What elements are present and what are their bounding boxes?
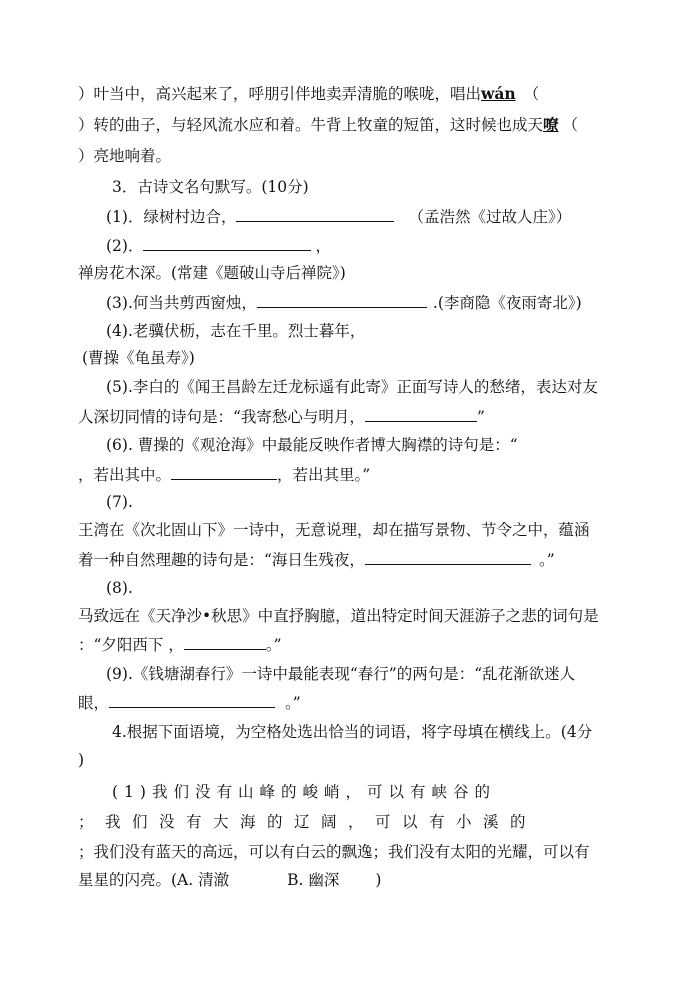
question-title: 4.根据下面语境，为空格处选出恰当的词语，将字母填在横线上。(4分 (112, 723, 593, 741)
q3-item-8 (106, 578, 133, 600)
item-text: 王湾在《次北固山下》一诗中，无意说理，却在描写景物、节令之中，蕴涵 (78, 521, 590, 539)
item-text: ：“夕阳西下 ， (78, 636, 184, 654)
item-text: (1)．绿树村边合， (106, 208, 237, 226)
q4-sentence-2 (78, 812, 537, 834)
passage-text: （ (562, 116, 579, 134)
q3-item-6-cont (78, 464, 370, 486)
q4-title-cont (78, 750, 84, 772)
passage-text: （ (523, 85, 540, 103)
sentence-text: (1)我们没有山峰的峻峭，可以有峡谷的 (112, 783, 496, 801)
q3-item-7 (106, 492, 133, 514)
q3-item-7-cont2 (78, 549, 555, 571)
option-a: 星星的闪亮。(A. 清澈 (78, 871, 230, 889)
item-text: 马致远在《天净沙•秋思》中直抒胸臆，道出特定时间天涯游子之悲的词句是 (78, 607, 599, 625)
item-text: (6). 曹操的《观沧海》中最能反映作者博大胸襟的诗句是：“ (106, 436, 518, 454)
q3-title (112, 177, 309, 199)
answer-blank[interactable] (257, 292, 427, 308)
sentence-text: ；我们没有大海的辽阔，可以有小溪的 (78, 813, 538, 831)
item-text: (5).李白的《闻王昌龄左迁龙标遥有此寄》正面写诗人的愁绪，表达对友 (106, 378, 598, 396)
item-text: 眼， (78, 694, 110, 712)
sentence-text: ；我们没有蓝天的高远，可以有白云的飘逸；我们没有太阳的光耀，可以有 (78, 843, 590, 861)
item-text: 。” (285, 694, 301, 712)
item-source: (曹操《龟虽寿》) (82, 349, 195, 367)
item-text: ， (315, 237, 331, 255)
item-text: (8). (106, 579, 133, 597)
item-text: 。” (538, 551, 555, 569)
passage-line-1 (78, 84, 539, 106)
question-title: ) (78, 751, 85, 769)
item-text: ，若出其里。” (277, 466, 371, 484)
q3-item-5-cont (78, 406, 485, 428)
item-text: (2)． (106, 237, 144, 255)
item-source: .(李商隐《夜雨寄北》) (432, 294, 582, 312)
passage-text: ）亮地响着。 (78, 147, 172, 165)
answer-blank[interactable] (365, 406, 477, 422)
item-text: (3).何当共剪西窗烛， (106, 294, 257, 312)
q3-item-6 (106, 435, 518, 457)
answer-blank[interactable] (365, 549, 531, 565)
q3-item-8-cont1 (78, 606, 599, 628)
answer-blank[interactable] (143, 235, 311, 251)
q3-item-2 (106, 235, 331, 257)
q3-item-5 (106, 377, 598, 399)
item-text: (4).老骥伏枥，志在千里。烈士暮年， (106, 322, 366, 340)
q3-item-3 (106, 292, 582, 314)
q4-sentence-1 (112, 782, 496, 804)
q3-item-4-cont (82, 348, 195, 370)
item-text: 着一种自然理趣的诗句是：“海日生残夜， (78, 551, 365, 569)
q3-item-4 (106, 321, 365, 343)
question-title: 3．古诗文名句默写。(10分) (112, 178, 309, 196)
answer-blank[interactable] (109, 692, 275, 708)
item-text: ” (476, 408, 485, 426)
char-liao: 嘹 (543, 115, 559, 134)
q4-title (112, 722, 592, 744)
pinyin-wan: wán (481, 84, 516, 103)
option-b: B. 幽深 (287, 871, 340, 889)
passage-text: ）叶当中，高兴起来了，呼朋引伴地卖弄清脆的喉咙，唱出 (78, 85, 482, 103)
q3-item-9 (106, 664, 575, 686)
item-source: （孟浩然《过故人庄》） (408, 208, 572, 226)
q3-item-9-cont (78, 692, 301, 714)
passage-text: ）转的曲子，与轻风流水应和着。牛背上牧童的短笛，这时候也成天 (78, 116, 544, 134)
answer-blank[interactable] (236, 206, 394, 222)
q3-item-2-cont (78, 263, 346, 285)
item-text: ，若出其中。 (78, 466, 172, 484)
q3-item-7-cont1 (78, 520, 590, 542)
answer-blank[interactable] (184, 634, 266, 650)
q3-item-1 (106, 206, 571, 228)
item-text: 。” (265, 636, 282, 654)
q4-sentence-4 (78, 870, 381, 892)
item-text: (9).《钱塘湖春行》一诗中最能表现“春行”的两句是：“乱花渐欲迷人 (106, 665, 576, 683)
q3-item-8-cont2 (78, 634, 282, 656)
passage-line-2 (78, 115, 578, 137)
item-text: 禅房花木深。(常建《题破山寺后禅院》) (78, 264, 346, 282)
q4-sentence-3 (78, 842, 590, 864)
item-text: (7). (106, 493, 133, 511)
passage-line-3 (78, 146, 171, 168)
answer-blank[interactable] (171, 464, 277, 480)
item-text: 人深切同情的诗句是：“我寄愁心与明月， (78, 408, 365, 426)
sentence-text: ) (375, 871, 382, 889)
